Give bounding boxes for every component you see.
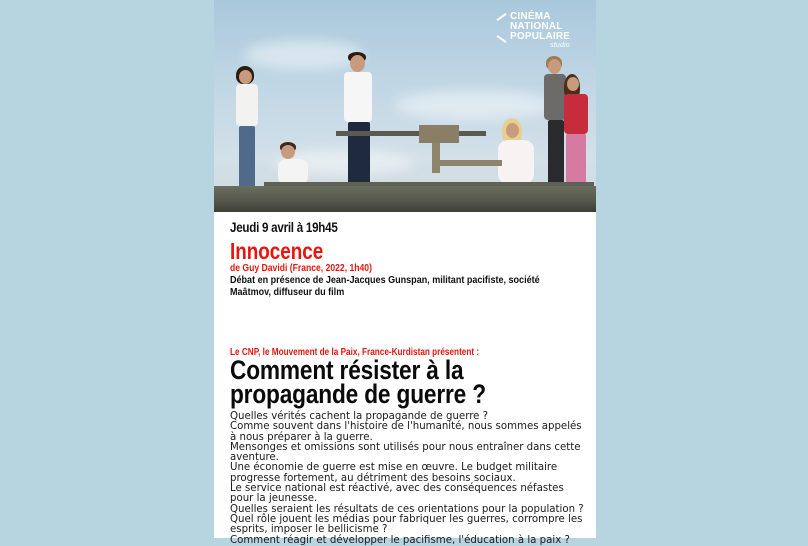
event-details [230,218,590,298]
question-item: Une économie de guerre est mise en œuvre. Le budget militaire progresse fortement, au détriment des besoins sociaux. [230,462,558,484]
machine-gun [336,131,486,136]
question-item: Quel rôle jouent les médias pour fabriquer les guerres, corrompre les esprits, imposer le bellicisme ? [230,513,583,536]
question-item: Comme souvent dans l'histoire de l'humanité, nous sommes appelés à nous préparer à la guerre. [230,421,582,443]
debate-info: Débat en présence de Jean-Jacques Gunspan, militant pacifiste, société Maâtmov, diffuseur du film [230,274,540,298]
questions-list [230,412,590,546]
film-credit: de Guy Davidi (France, 2022, 1h40) [230,263,372,274]
event-date: Jeudi 9 avril à 19h45 [230,220,338,235]
cnp-logo: CINÉMA NATIONAL POPULAIRE studio [510,12,570,42]
film-still-photo [214,0,596,212]
presenters-line: Le CNP, le Mouvement de la Paix, France-Kurdistan présentent : [230,347,480,358]
question-item: Quelles vérités cachent la propagande de guerre ? [230,411,489,422]
film-title: Innocence [230,238,324,264]
question-item: Comment réagir et développer le pacifisme, l'éducation à la paix ? [230,534,570,546]
question-item: Le service national est réactivé, avec des conséquences néfastes pour la jeunesse. [230,483,564,505]
question-item: Mensonges et omissions sont utilisés pour nous entraîner dans cette aventure. [230,441,581,464]
tank-hull [214,186,596,212]
event-poster [214,0,596,546]
logo-slash-icon [496,13,506,21]
question-item: Quelles seraient les résultats de ces orientations pour la population ? [230,503,584,515]
headline: Comment résister à la propagande de guerre ? [230,355,486,409]
logo-slash-icon [496,35,506,43]
